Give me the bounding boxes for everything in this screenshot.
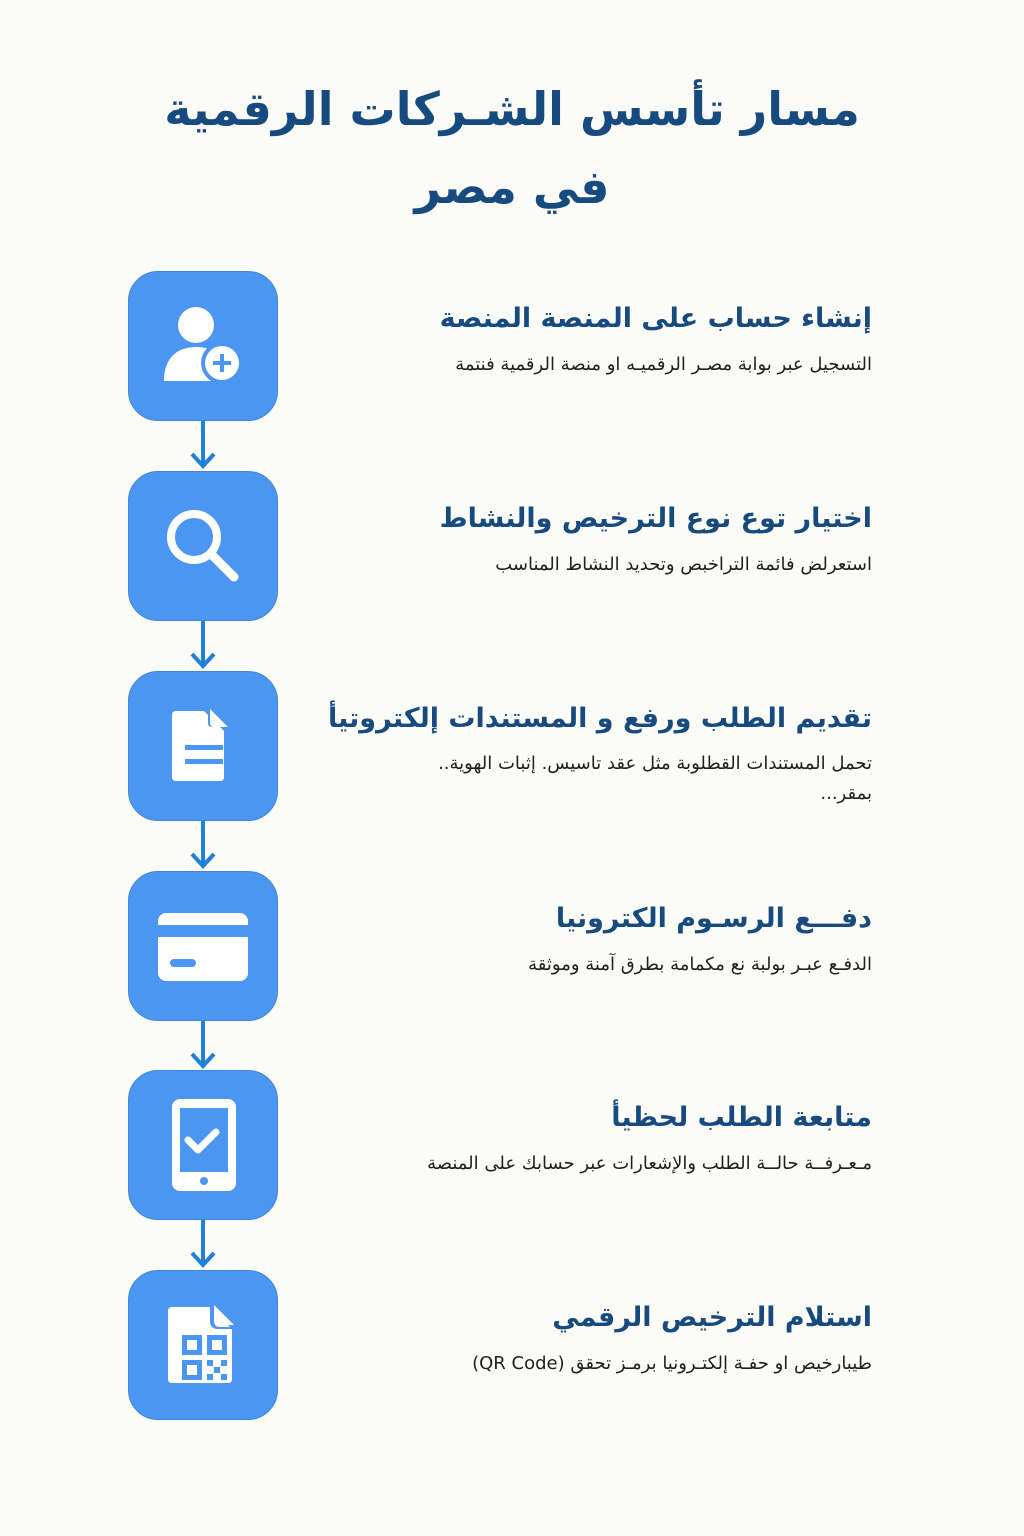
page-title-line-2: في مصر [414, 160, 610, 214]
arrow-down-icon [188, 421, 218, 471]
step-title: تقديم الطلب ورفع و المستندات إلكتروتيأ [328, 703, 872, 734]
document-icon [158, 701, 248, 791]
step-create-account [0, 271, 1024, 421]
arrow-down-icon [188, 1021, 218, 1071]
step-description: مـعـرفــة حالــة الطلب والإشعارات عبر حسابك على المنصة [427, 1153, 872, 1174]
qr-document-icon [158, 1297, 248, 1393]
step-description-line-1: تحمل المستندات القطلوبة مثل عقد تاسيس. إثبات الهوية.. [438, 753, 872, 774]
credit-card-icon [155, 901, 251, 991]
step-title: دفـــع الرسـوم الكترونيا [555, 903, 872, 934]
arrow-down-icon [188, 821, 218, 871]
step-description: التسجيل عبر بوابة مصـر الرقميـه او منصة الرقمية فنتمة [455, 354, 872, 375]
user-add-icon [158, 301, 248, 391]
step-description: استعرلض فائمة التراخبص وتحديد النشاط المناسب [495, 554, 872, 575]
page-title [100, 70, 924, 226]
step-1-text [292, 299, 872, 381]
arrow-down-icon [188, 621, 218, 671]
step-description: طيبارخيص او حفـة إلكتـرونيا برمـز تحقق (QR Code) [472, 1353, 872, 1374]
step-5-text [292, 1098, 872, 1180]
step-description-line-2: بمقر... [820, 783, 872, 804]
step-title: إنشاء حساب على المنصة المنصة [439, 303, 872, 334]
search-icon [158, 501, 248, 591]
step-6-text [292, 1298, 872, 1380]
arrow-down-icon [188, 1220, 218, 1270]
step-3-text [292, 699, 872, 809]
step-2-text [292, 499, 872, 581]
step-4-text [292, 899, 872, 981]
step-title: استلام الترخيص الرقمي [552, 1302, 872, 1333]
step-receive-license [0, 1270, 1024, 1420]
step-pay-fees [0, 871, 1024, 1021]
step-choose-license [0, 471, 1024, 621]
step-description: الدفـع عبـر بولبة نع مكمامة بطرق آمنة وموثقة [528, 954, 872, 975]
step-4-tile [128, 871, 278, 1021]
step-track-request [0, 1070, 1024, 1220]
page-title-line-1: مسار تأسس الشـركات الرقمية [164, 82, 860, 136]
step-2-tile [128, 471, 278, 621]
mobile-check-icon [158, 1095, 248, 1195]
step-title: متابعة الطلب لحظيأ [611, 1102, 872, 1133]
step-6-tile [128, 1270, 278, 1420]
step-1-tile [128, 271, 278, 421]
step-submit-documents [0, 671, 1024, 821]
step-3-tile [128, 671, 278, 821]
step-5-tile [128, 1070, 278, 1220]
step-title: اختيار توع نوع الترخيص والنشاط [439, 503, 872, 534]
step-description [292, 749, 872, 809]
